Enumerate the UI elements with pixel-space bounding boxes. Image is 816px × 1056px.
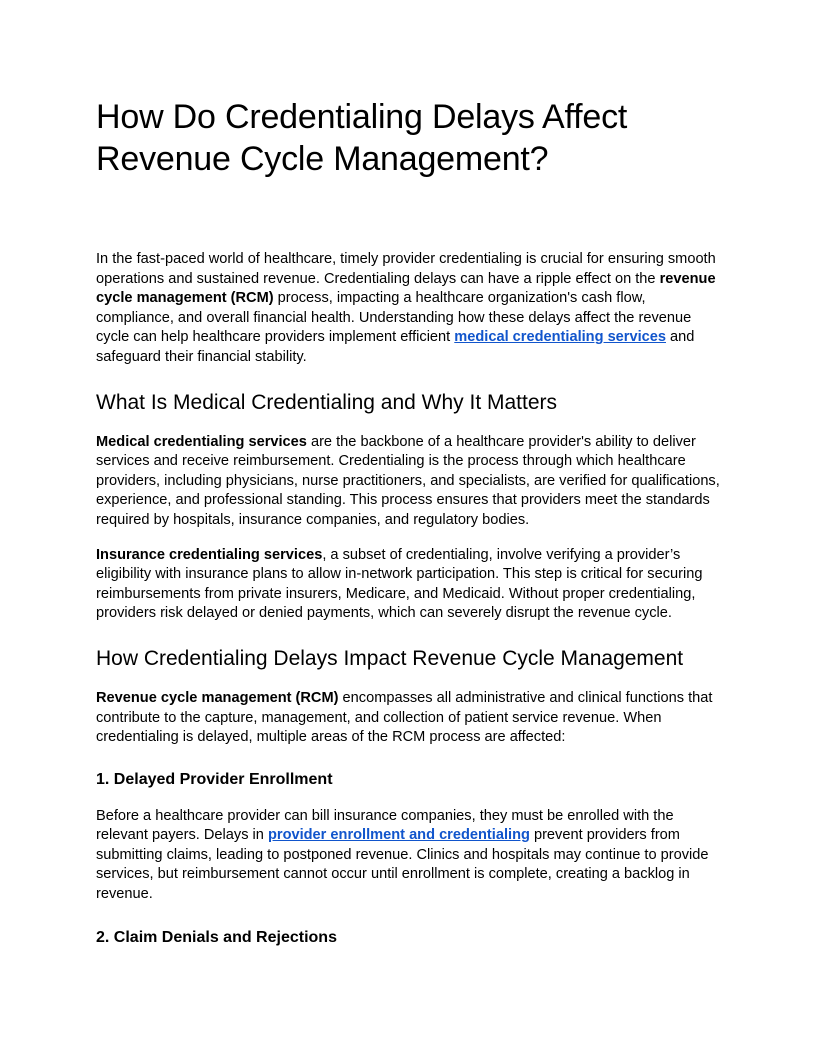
intro-text-3: and safeguard their financial stability. — [96, 329, 695, 365]
section1-p1-bold: Medical credentialing services — [96, 433, 307, 450]
section-heading-medical-credentialing: What Is Medical Credentialing and Why It Matters — [96, 390, 558, 414]
section-heading-delays-impact: How Credentialing Delays Impact Revenue Cycle Management — [96, 646, 684, 670]
section1-paragraph-1 — [96, 433, 722, 531]
intro-bold-rcm: revenue cycle management (RCM) — [96, 270, 716, 307]
subheading-delayed-enrollment: 1. Delayed Provider Enrollment — [96, 770, 333, 788]
document-page — [96, 96, 722, 949]
section1-p2-bold: Insurance credentialing services — [96, 546, 323, 563]
section1-paragraph-2 — [96, 546, 722, 624]
subheading-claim-denials: 2. Claim Denials and Rejections — [96, 928, 337, 946]
page-title: How Do Credentialing Delays Affect Revenue Cycle Management? — [96, 98, 628, 178]
provider-enrollment-link[interactable]: provider enrollment and credentialing — [267, 827, 530, 844]
delayed-enrollment-paragraph — [96, 807, 722, 905]
intro-text-2: process, impacting a healthcare organization's cash flow, compliance, and overall financial health. Understanding how these delays affect the revenue cycle can help healthcare providers implement efficient — [96, 290, 692, 346]
medical-credentialing-link[interactable]: medical credentialing services — [454, 329, 666, 346]
intro-text-1: In the fast-paced world of healthcare, timely provider credentialing is crucial for ensuring smooth operations and sustained revenue. Credentialing delays can have a ripple effect on the — [96, 251, 716, 287]
section1-p2-text: , a subset of credentialing, involve verifying a provider’s eligibility with insurance plans to allow in-network participation. This step is critical for securing reimbursements from private insurers, Medicare, and Medicaid. Without proper credentialing, providers risk delayed or denied payments, which can severely disrupt the revenue cycle. — [96, 546, 703, 622]
section1-p1-text: are the backbone of a healthcare provider's ability to deliver services and receive reimbursement. Credentialing is the process through which healthcare providers, including physicians, nurse practitioners, and specialists, are verified for qualifications, experience, and professional standing. This process ensures that providers meet the standards required by hospitals, insurance companies, and regulatory bodies. — [96, 433, 720, 528]
enrollment-text-2: prevent providers from submitting claims, leading to postponed revenue. Clinics and hospitals may continue to provide services, but reimbursement cannot occur until enrollment is complete, creating a backlog in revenue. — [96, 827, 709, 903]
section2-p1-text: encompasses all administrative and clinical functions that contribute to the capture, management, and collection of patient service revenue. When credentialing is delayed, multiple areas of the RCM process are affected: — [96, 689, 713, 746]
intro-paragraph — [96, 250, 722, 368]
enrollment-text-1: Before a healthcare provider can bill insurance companies, they must be enrolled with the relevant payers. Delays in — [96, 807, 674, 844]
section2-p1-bold: Revenue cycle management (RCM) — [96, 689, 339, 706]
section2-paragraph-1 — [96, 689, 722, 748]
